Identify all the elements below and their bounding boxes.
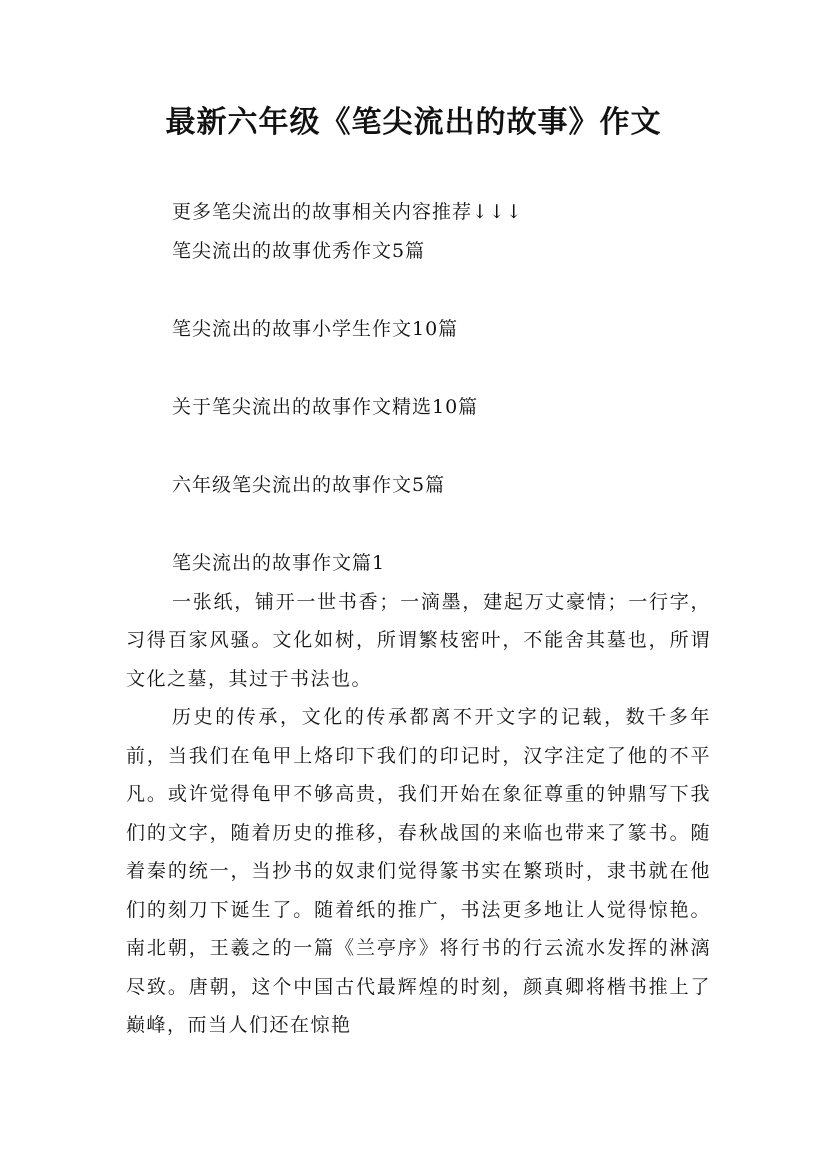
spacer	[172, 427, 732, 466]
essay-paragraph-1: 一张纸，铺开一世书香；一滴墨，建起万丈豪情；一行字，习得百家风骚。文化如树，所谓繁枝密叶，不能舍其墓也，所谓文化之墓，其过于书法也。	[126, 590, 711, 690]
spacer	[172, 349, 732, 388]
recommendation-link-1[interactable]: 笔尖流出的故事优秀作文5篇	[172, 240, 426, 262]
recommendation-link-2[interactable]: 笔尖流出的故事小学生作文10篇	[172, 318, 459, 340]
page-title: 最新六年级《笔尖流出的故事》作文	[165, 105, 662, 140]
recommendation-link-4[interactable]: 六年级笔尖流出的故事作文5篇	[172, 474, 446, 496]
essay-heading: 笔尖流出的故事作文篇1	[172, 552, 386, 574]
recommendation-link-3[interactable]: 关于笔尖流出的故事作文精选10篇	[172, 396, 479, 418]
essay-body	[126, 544, 711, 1045]
spacer	[172, 271, 732, 310]
essay-paragraph-2: 历史的传承，文化的传承都离不开文字的记载，数千多年前，当我们在龟甲上烙印下我们的印记时，汉字注定了他的不平凡。或许觉得龟甲不够高贵，我们开始在象征尊重的钟鼎写下我们的文字，随着历史的推移，春秋战国的来临也带来了篆书。随着秦的统一，当抄书的奴隶们觉得篆书实在繁琐时，隶书就在他们的刻刀下诞生了。随着纸的推广，书法更多地让人觉得惊艳。南北朝，王羲之的一篇《兰亭序》将行书的行云流水发挥的淋漓尽致。唐朝，这个中国古代最辉煌的时刻，颜真卿将楷书推上了巅峰，而当人们还在惊艳	[126, 706, 711, 1036]
recommendation-intro: 更多笔尖流出的故事相关内容推荐↓↓↓	[172, 201, 523, 223]
recommendation-list	[172, 193, 732, 505]
